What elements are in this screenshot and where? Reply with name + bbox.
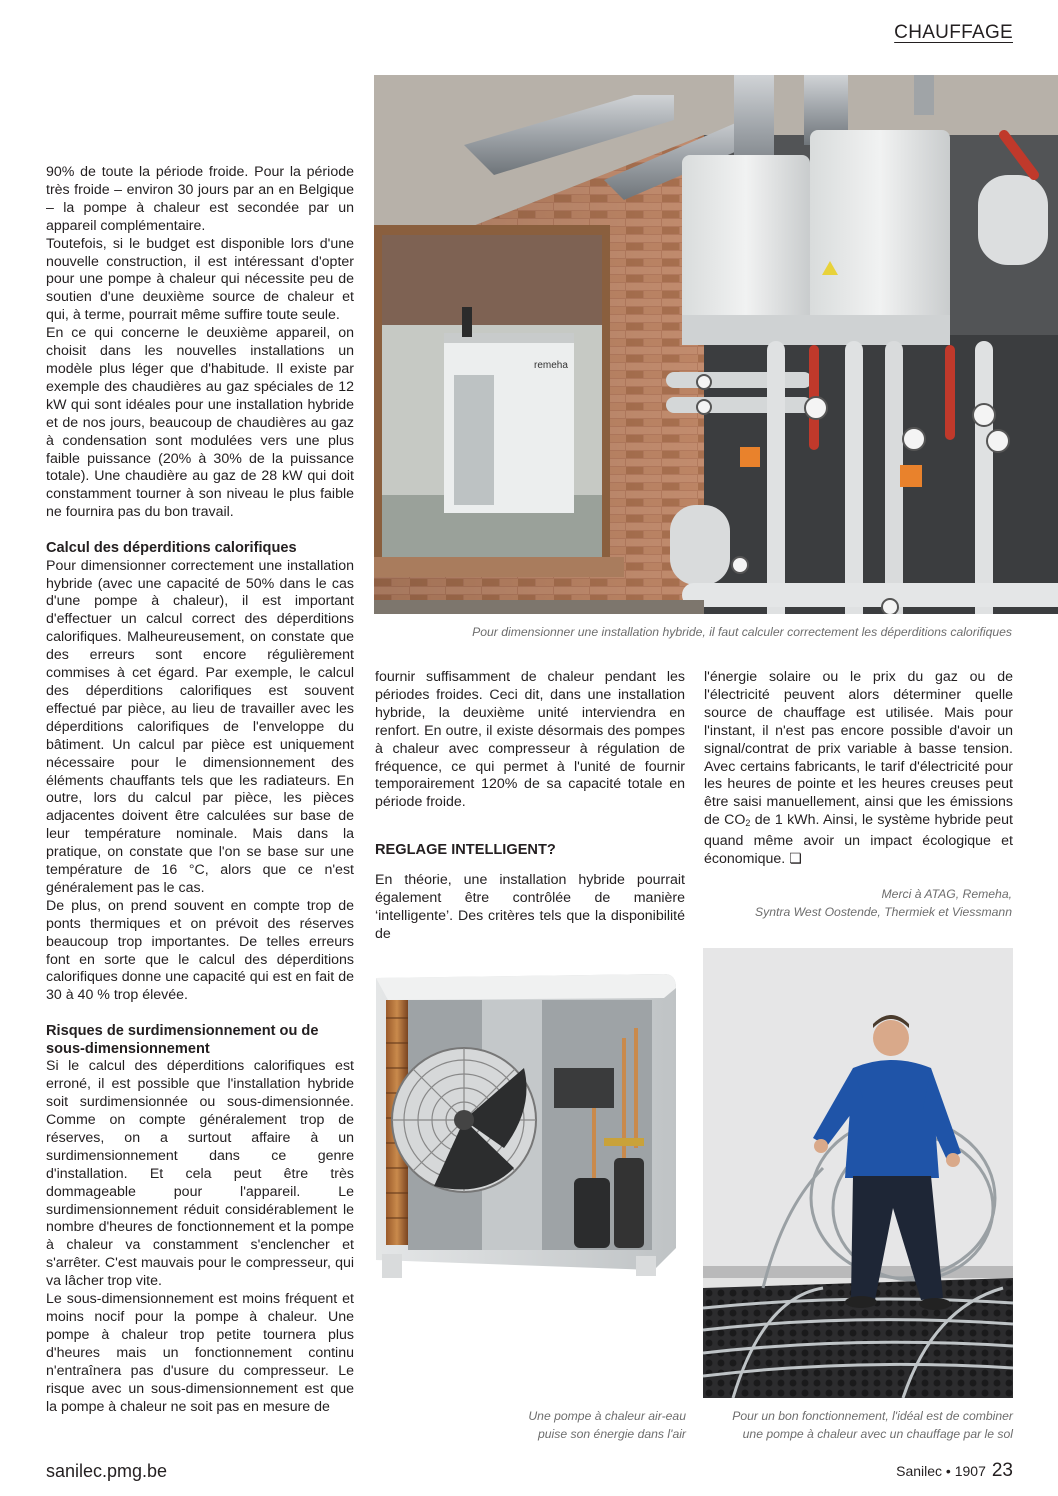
col3-text-a: l'énergie solaire ou le prix du gaz ou de l'électricité peuvent alors déterminer quelle source de chauffage est utilisée. Mais pour l'instant, il n'est pas encore possible d'avoir un signal/contrat de prix variable à basse tension. Avec certains fabricants, le tarif d'électricité pour les heures de pointe et les heures creuses peut être saisi manuellement, ainsi que les émissions de CO bbox=[704, 669, 1013, 829]
column-3 bbox=[704, 669, 1013, 869]
col1-paragraph-1: 90% de toute la période froide. Pour la période très froide – environ 30 jours par an en Belgique – la pompe à chaleur est secondée par un appareil complémentaire. bbox=[46, 164, 354, 234]
website-link[interactable]: sanilec.pmg.be bbox=[46, 1461, 168, 1481]
remeha-label: remeha bbox=[534, 360, 568, 371]
col1-paragraph-2: Toutefois, si le budget est disponible lors d'une nouvelle construction, il est intéressant d'opter pour une pompe à chaleur qui nécessite peu de soutien d'une deuxième source de chaleur et qui, à terme, pourrait même suffire toute seule. bbox=[46, 235, 354, 324]
col1-paragraph-5: De plus, on prend souvent en compte trop de ponts thermiques et on prévoit des réserves beaucoup trop importantes. De telles erreurs font en sorte que le calcul des déperditions calorifiques donne une capacité qui est en fait de 30 à 40 % trop élevée. bbox=[46, 897, 354, 1004]
col2-paragraph-1: fournir suffisamment de chaleur pendant les périodes froides. Ceci dit, dans une installation hybride, la deuxième unité interviendra en renfort. En outre, il existe désormais des pompes à chaleur avec compresseur à régulation de fréquence, ce qui permet à l'unité de fournir temporairement 120% de sa capacité totale en période froide. bbox=[375, 669, 685, 811]
section-title: CHAUFFAGE bbox=[894, 22, 1013, 43]
heat-pump-photo bbox=[374, 948, 686, 1400]
heading-dimensioning-risks: Risques de surdimensionnement ou de sous-dimensionnement bbox=[46, 1023, 319, 1057]
boiler-room-photo bbox=[374, 75, 1058, 614]
heading-heat-loss: Calcul des déperditions calorifiques bbox=[46, 540, 297, 557]
page-number: 23 bbox=[991, 1460, 1013, 1481]
underfloor-caption-line-1: Pour un bon fonctionnement, l'idéal est de combiner bbox=[732, 1409, 1013, 1423]
page-footer bbox=[896, 1460, 1013, 1482]
co2-subscript: 2 bbox=[745, 818, 751, 829]
underfloor-heating-photo bbox=[703, 948, 1013, 1398]
acknowledgements bbox=[755, 886, 1012, 921]
col3-paragraph-1 bbox=[704, 669, 1013, 869]
heat-pump-caption-line-2: puise son énergie dans l'air bbox=[538, 1426, 686, 1441]
end-mark-icon: ❏ bbox=[789, 851, 802, 868]
underfloor-caption-line-2: une pompe à chaleur avec un chauffage par le sol bbox=[742, 1426, 1013, 1441]
col1-paragraph-6: Si le calcul des déperditions calorifiques est erroné, il est possible que l'installation hybride soit surdimensionnée ou sous-dimensionnée. Comme on compte généralement trop de réserves, on a surtout affaire à un surdimensionnement dans ce genre d'installation. Et cela peut être très dommageable pour l'appareil. Le surdimensionnement réduit considérablement le nombre d'heures de fonctionnement et la pompe à chaleur va constamment s'enclencher et s'arrêter. C'est mauvais pour le compresseur, qui va lâcher trop vite. bbox=[46, 1058, 354, 1290]
boiler-photo-caption: Pour dimensionner une installation hybride, il faut calculer correctement les déperditions calorifiques bbox=[472, 625, 1012, 639]
acknowledgements-line-1: Merci à ATAG, Remeha, bbox=[881, 887, 1012, 901]
column-2 bbox=[375, 669, 685, 944]
col3-text-b: de 1 kWh. Ainsi, le système hybride peut quand même avoir un impact écologique et économique. bbox=[704, 812, 1013, 868]
col1-paragraph-7: Le sous-dimensionnement est moins fréquent et moins nocif pour la pompe à chaleur. Une pompe à chaleur trop petite tournera plus d'heures mais un fonctionnement continu n'entraînera pas d'usure du compresseur. Le risque avec un sous-dimensionnement est que la pompe à chaleur ne soit pas en mesure de bbox=[46, 1291, 354, 1415]
underfloor-caption bbox=[732, 1408, 1013, 1443]
col1-paragraph-3: En ce qui concerne le deuxième appareil, on choisit dans les nouvelles installations un modèle plus léger que d'habitude. Il existe par exemple des chaudières au gaz spéciales de 12 kW qui sont idéales pour une installation hybride et de nos jours, beaucoup de chaudières au gaz à condensation sont modulées vers une plus faible puissance (20% à 30% de la puissance totale). Une chaudière au gaz de 28 kW qui doit constamment tourner à son niveau le plus faible ne fournira pas du bon travail. bbox=[46, 325, 354, 521]
column-1 bbox=[46, 164, 354, 1416]
col1-paragraph-4: Pour dimensionner correctement une installation hybride (avec une capacité de 50% dans le cas d'une pompe à chaleur), il est important d'effectuer un calcul correct des déperditions calorifiques. Malheureusement, on constate que des erreurs sont encore régulièrement commises à cet égard. Par exemple, le calcul des déperditions calorifiques est souvent effectué par pièce, au lieu de travailler avec les déperditions calorifiques de l'enveloppe du bâtiment. Un calcul par pièce est uniquement nécessaire pour le dimensionnement des éléments chauffants tels que les radiateurs. En outre, lors du calcul par pièce, les pièces adjacentes doivent être calculées sur base de leur température nominale. Mais dans la pratique, on constate que l'on se base sur une température de 16 °C, alors que ce n'est généralement pas le cas. bbox=[46, 557, 354, 896]
heading-smart-control: REGLAGE INTELLIGENT? bbox=[375, 842, 556, 859]
heat-pump-caption-line-1: Une pompe à chaleur air-eau bbox=[528, 1409, 686, 1423]
acknowledgements-line-2: Syntra West Oostende, Thermiek et Viessmann bbox=[755, 904, 1012, 919]
magazine-issue: Sanilec • 1907 bbox=[896, 1463, 986, 1479]
heat-pump-caption bbox=[528, 1408, 686, 1443]
col2-paragraph-2: En théorie, une installation hybride pourrait également être contrôlée de manière ‘intelligente’. Des critères tels que la disponibilité de bbox=[375, 872, 685, 942]
